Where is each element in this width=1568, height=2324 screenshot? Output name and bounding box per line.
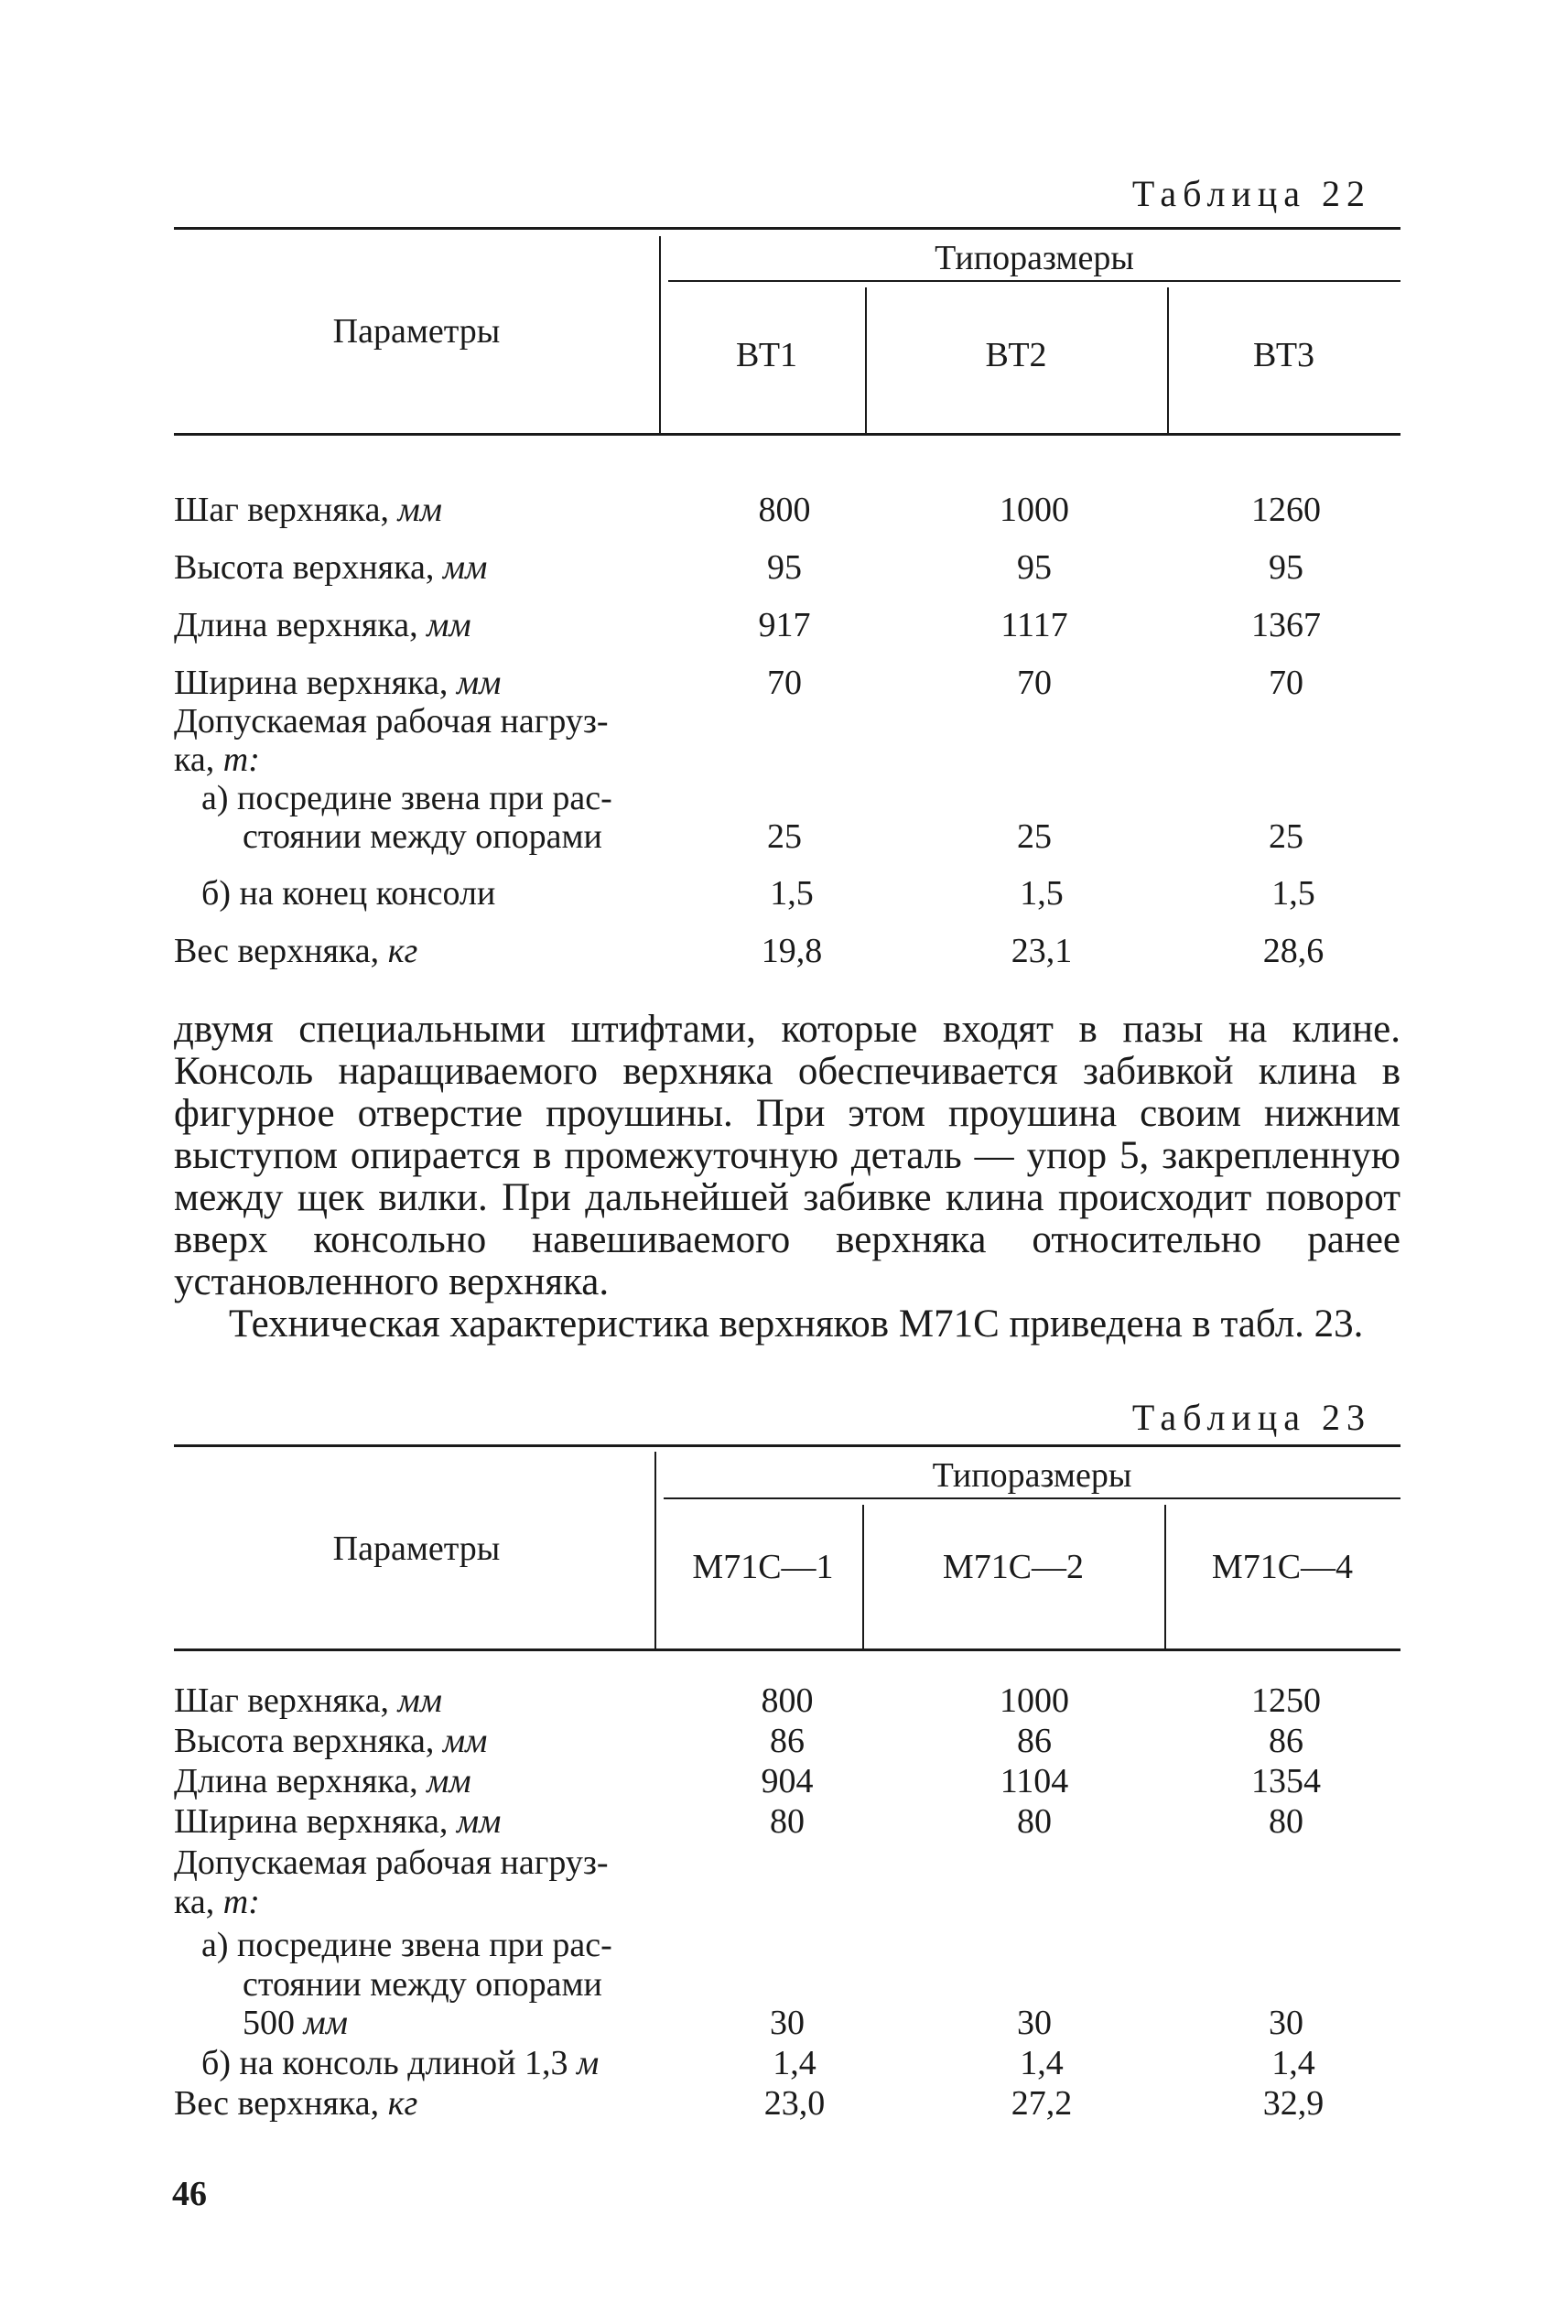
table-23-header-divider [654,1452,656,1648]
cell-value: 1354 [1251,1762,1321,1800]
cell-value: 23,0 [763,2084,826,2123]
row-label: б) на конец консоли [201,874,496,913]
row-label: а) посредине звена при рас- [201,1926,612,1964]
paragraph: двумя специальными штифтами, которые входят в пазы на клине. Консоль наращиваемого верхняка обеспечивается забивкой клина в фигурное отверстие проушины. При этом проушина своим нижним выступом опирается в промежуточную деталь — упор 5, закрепленную между щек вилки. При дальнейшей забивке клина происходит поворот вверх консольно навешиваемого верхняка относительно ранее установленного верхняка. [174,1008,1400,1303]
cell-value: 1367 [1251,606,1321,644]
table-23-header-rule [174,1648,1400,1651]
table-22-top-rule [174,227,1400,230]
cell-value: 30 [1017,2004,1052,2042]
table-23-col-head: М71С—4 [1211,1548,1354,1586]
cell-value: 1000 [1000,1681,1069,1720]
table-22-group-header: Типоразмеры [935,239,1134,277]
cell-value: 95 [1017,548,1052,587]
table-23-top-rule [174,1444,1400,1447]
table-23-caption: Таблица 23 [1131,1397,1371,1438]
cell-value: 917 [758,606,811,644]
cell-value: 1,4 [1020,2044,1064,2082]
row-label: Длина верхняка, мм [174,606,471,644]
cell-value: 1250 [1251,1681,1321,1720]
table-23-params-header: Параметры [332,1530,501,1568]
row-label: Шаг верхняка, мм [174,1681,442,1720]
cell-value: 1117 [1000,606,1068,644]
row-label: ка, т: [174,1883,260,1921]
row-label: Допускаемая рабочая нагруз- [174,702,609,740]
cell-value: 27,2 [1011,2084,1073,2123]
page-number: 46 [172,2175,207,2213]
row-label: а) посредине звена при рас- [201,779,612,817]
cell-value: 95 [767,548,802,587]
cell-value: 1,5 [770,874,814,913]
cell-value: 32,9 [1262,2084,1325,2123]
cell-value: 95 [1269,548,1303,587]
row-label: Ширина верхняка, мм [174,664,502,702]
row-label: стоянии между опорами [243,1965,602,2004]
cell-value: 86 [770,1722,805,1760]
table-22 [174,227,1400,978]
row-label: Вес верхняка, кг [174,2084,418,2123]
row-label: Ширина верхняка, мм [174,1802,502,1841]
cell-value: 70 [767,664,802,702]
cell-value: 86 [1017,1722,1052,1760]
cell-value: 1104 [1000,1762,1069,1800]
cell-value: 1,4 [773,2044,816,2082]
table-22-col-head: ВТ3 [1252,336,1315,374]
row-label: Длина верхняка, мм [174,1762,471,1800]
row-label: Высота верхняка, мм [174,1722,488,1760]
cell-value: 25 [1269,817,1303,856]
table-23-group-header: Типоразмеры [932,1456,1132,1495]
row-label: Вес верхняка, кг [174,932,418,970]
cell-value: 1260 [1251,491,1321,529]
paragraph: Техническая характеристика верхняков М71С приведена в табл. 23. [229,1303,1364,1346]
cell-value: 23,1 [1011,932,1073,970]
table-22-header-rule [174,433,1400,436]
table-22-group-rule [668,280,1400,282]
cell-value: 86 [1269,1722,1303,1760]
cell-value: 1000 [1000,491,1069,529]
cell-value: 800 [758,491,811,529]
cell-value: 1,4 [1271,2044,1315,2082]
cell-value: 904 [761,1762,814,1800]
row-label: Шаг верхняка, мм [174,491,442,529]
table-23-group-rule [664,1497,1400,1499]
cell-value: 80 [770,1802,805,1841]
row-label: ка, т: [174,740,260,779]
cell-value: 1,5 [1020,874,1064,913]
table-23-col-head: М71С—2 [942,1548,1085,1586]
cell-value: 800 [761,1681,814,1720]
cell-value: 70 [1269,664,1303,702]
table-23-col-head: М71С—1 [692,1548,834,1586]
cell-value: 19,8 [761,932,823,970]
cell-value: 25 [767,817,802,856]
cell-value: 1,5 [1271,874,1315,913]
row-label: Допускаемая рабочая нагруз- [174,1843,609,1882]
table-22-col-head: ВТ1 [735,336,798,374]
cell-value: 70 [1017,664,1052,702]
cell-value: 25 [1017,817,1052,856]
table-22-col-head: ВТ2 [985,336,1047,374]
row-label: Высота верхняка, мм [174,548,488,587]
table-23 [174,1444,1400,2149]
cell-value: 28,6 [1262,932,1325,970]
cell-value: 80 [1269,1802,1303,1841]
row-label: стоянии между опорами [243,817,602,856]
row-label: 500 мм [243,2004,349,2042]
table-22-params-header: Параметры [332,312,501,351]
cell-value: 30 [1269,2004,1303,2042]
cell-value: 80 [1017,1802,1052,1841]
row-label: б) на консоль длиной 1,3 м [201,2044,600,2082]
cell-value: 30 [770,2004,805,2042]
table-22-header-divider [659,236,661,433]
table-22-caption: Таблица 22 [1131,173,1371,214]
body-text [174,1009,1400,1346]
